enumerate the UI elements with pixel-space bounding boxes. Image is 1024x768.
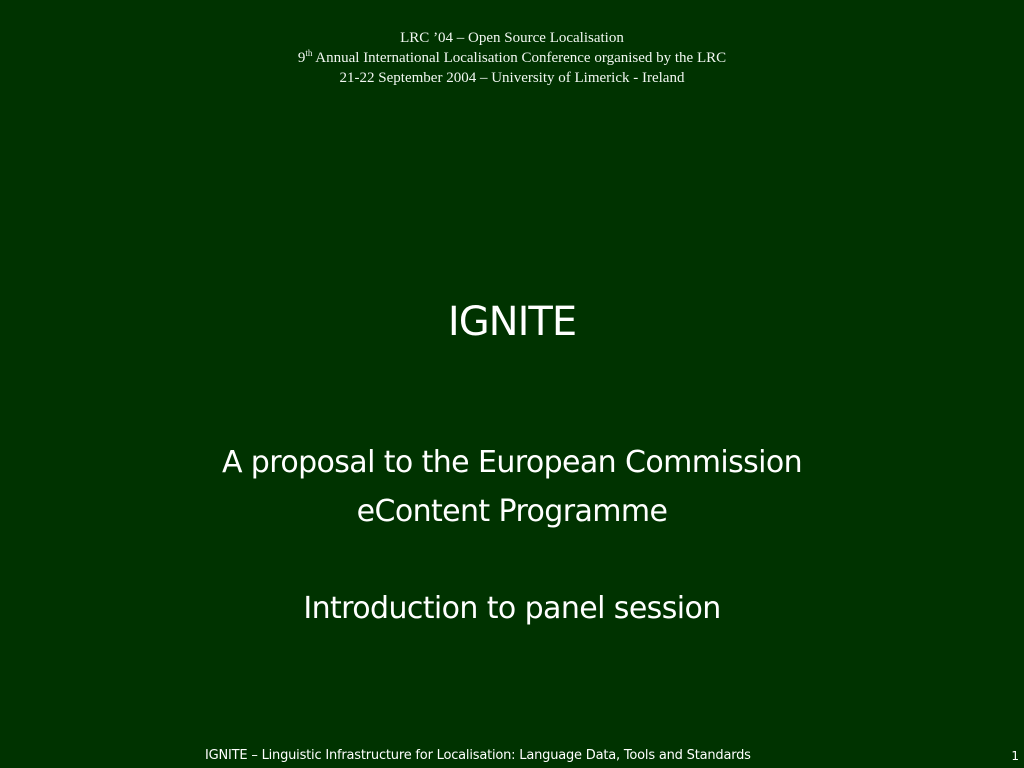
header-line-2-text: Annual International Localisation Conference organised by the LRC <box>312 50 727 66</box>
subtitle-line-2: eContent Programme <box>356 494 668 529</box>
subtitle-spacer <box>0 536 1024 584</box>
slide-title: IGNITE <box>447 299 577 345</box>
subtitle-line-3: Introduction to panel session <box>303 591 721 626</box>
conference-header <box>0 28 1024 88</box>
header-ordinal: 9 <box>297 50 306 66</box>
header-line-3: 21-22 September 2004 – University of Limerick - Ireland <box>339 70 685 86</box>
header-line-2 <box>0 48 1024 68</box>
page-number: 1 <box>1011 749 1019 763</box>
header-line-1: LRC ’04 – Open Source Localisation <box>400 30 624 46</box>
slide-footer: IGNITE – Linguistic Infrastructure for Localisation: Language Data, Tools and Standards <box>205 748 751 763</box>
subtitle-line-1: A proposal to the European Commission <box>221 445 803 480</box>
header-ordinal-suffix: th <box>305 48 313 58</box>
slide-subtitle <box>0 438 1024 633</box>
